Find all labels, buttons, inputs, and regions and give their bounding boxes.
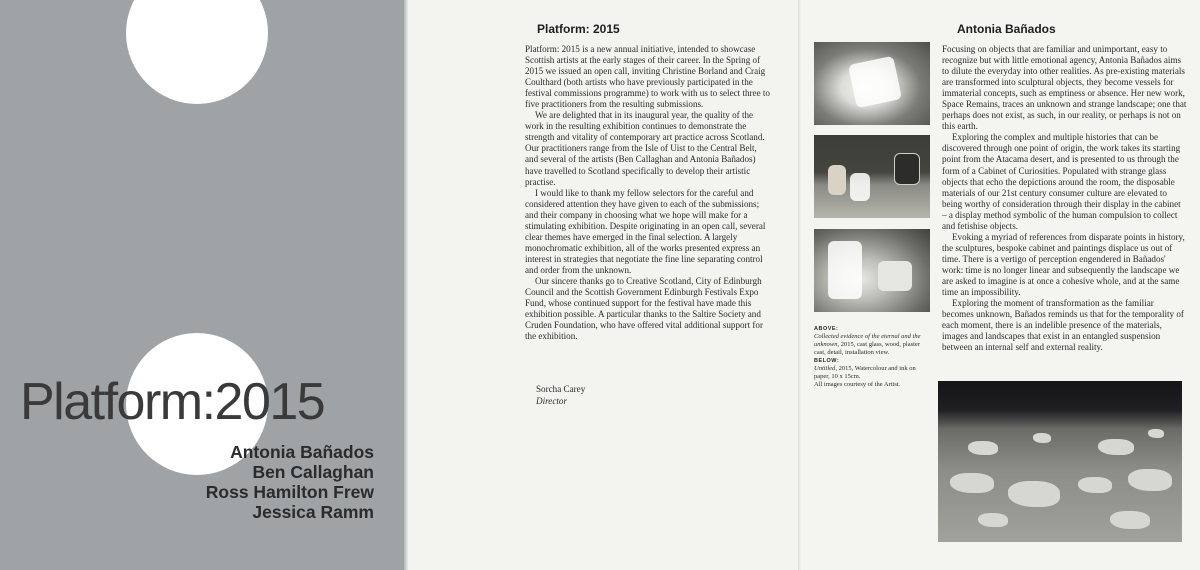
artist-page: [800, 0, 1200, 570]
landscape-painting: [938, 381, 1182, 542]
caption-below-title: Untitled: [814, 365, 836, 372]
intro-paragraph: Platform: 2015 is a new annual initiative, intended to showcase Scottish artists at the early stages of their career. In the Spring of 2015 we issued an open call, inviting Christine Borland and Craig Coulthard (both artists who have previously participated in the festival commissions programme) to work with us to select three to five practitioners from the resulting submissions.: [525, 44, 770, 110]
cover-artist: Ben Callaghan: [252, 462, 374, 482]
caption-credit: All images courtesy of the Artist.: [814, 381, 901, 388]
sculpture-photo-3: [814, 229, 930, 312]
caption-above: [814, 333, 932, 357]
intro-page: [408, 0, 800, 570]
caption-below-label: BELOW:: [814, 358, 840, 364]
cover-artist: Jessica Ramm: [252, 502, 374, 522]
intro-paragraph: I would like to thank my fellow selectors for the careful and considered attention they have given to each of the submissions; and their company in choosing what we hope will make for a stimulating exhibition. Despite originating in an open call, several clear themes have emerged in the final selection. A largely monochromatic exhibition, all of the works presented express an interest in strategies that negotiate the fine line separating control and order from the unknown.: [525, 187, 766, 275]
artist-heading: Antonia Bañados: [957, 22, 1056, 36]
artist-paragraph: Evoking a myriad of references from disparate points in history, the sculptures, bespoke cabinet and paintings displace us out of time. There is a vertigo of perception engendered in Bañados' work: time is no longer linear and subsequently the landscape we are asked to imagine is at once a cohesive whole, and at the same time an impossibility.: [942, 231, 1185, 298]
signature-block: [536, 383, 585, 407]
artist-paragraph: Exploring the moment of transformation as the familiar becomes unknown, Bañados reminds us that for the temporality of each moment, there is an indelible presence of the materials, images and landscapes that exist in an entangled suspension between an internal self and external reality.: [942, 298, 1184, 353]
intro-heading: Platform: 2015: [537, 22, 620, 36]
cover-artist: Ross Hamilton Frew: [205, 482, 374, 502]
sculpture-photo-1: [814, 42, 930, 125]
artist-paragraph: Exploring the complex and multiple histories that can be discovered through one point of origin, the work takes its starting point from the Atacama desert, and is presented to us through the form of a Cabinet of Curiosities. Populated with strange glass objects that echo the depictions around the room, the disposable materials of our 21st century consumer culture are elevated to being worthy of consideration through their display in the cabinet – a display method symbolic of the human compulsion to collect and fetishise objects.: [942, 132, 1181, 231]
artist-body: [942, 44, 1187, 353]
intro-paragraph: Our sincere thanks go to Creative Scotland, City of Edinburgh Council and the Scottish Government Edinburgh Festivals Expo Fund, whose continued support for the festival have made this exhibition possible. A particular thanks to the Saltire Society and Cruden Foundation, who have offered vital additional support for the exhibition.: [525, 275, 763, 342]
image-caption: [814, 325, 932, 389]
page-gutter: [798, 0, 801, 570]
caption-above-title: Collected evidence of the eternal and the unknown: [814, 333, 921, 348]
cover-title: Platform:2015: [20, 373, 325, 431]
intro-body: [525, 44, 772, 342]
caption-below: [814, 365, 932, 381]
caption-above-detail: , 2015, cast glass, wood, plaster cast, detail, installation view.: [814, 341, 920, 356]
caption-below-detail: , 2015, Watercolour and ink on paper, 10 x 15cm.: [814, 365, 916, 380]
signature-name: Sorcha Carey: [536, 384, 586, 394]
cover-panel: [0, 0, 404, 570]
cover-artist-list: [206, 442, 374, 522]
artist-paragraph: Focusing on objects that are familiar and unimportant, easy to recognize but with little emotional agency, Antonia Bañados aims to dilute the everyday into other realities. As pre-existing materials are transformed into sculptural objects, they become vessels for immaterial concepts, such as emptiness or absence. Her new work, Space Remains, traces an unknown and strange landscape; one that perhaps does not exist, as such, in our reality, or perhaps is not on this earth.: [942, 44, 1187, 132]
sculpture-photo-2: [814, 135, 930, 218]
intro-paragraph: We are delighted that in its inaugural year, the quality of the work in the resulting exhibition continues to demonstrate the strength and vitality of contemporary art practice across Scotland. Our practitioners range from the Isle of Uist to the Central Belt, and several of the artists (Ben Callaghan and Antonia Bañados) have travelled to Scotland specifically to develop their artistic practise.: [525, 110, 765, 187]
signature-title: Director: [536, 396, 567, 406]
cover-circle-top: [126, 0, 268, 104]
caption-above-label: ABOVE:: [814, 326, 839, 332]
cover-artist: Antonia Bañados: [230, 442, 374, 462]
